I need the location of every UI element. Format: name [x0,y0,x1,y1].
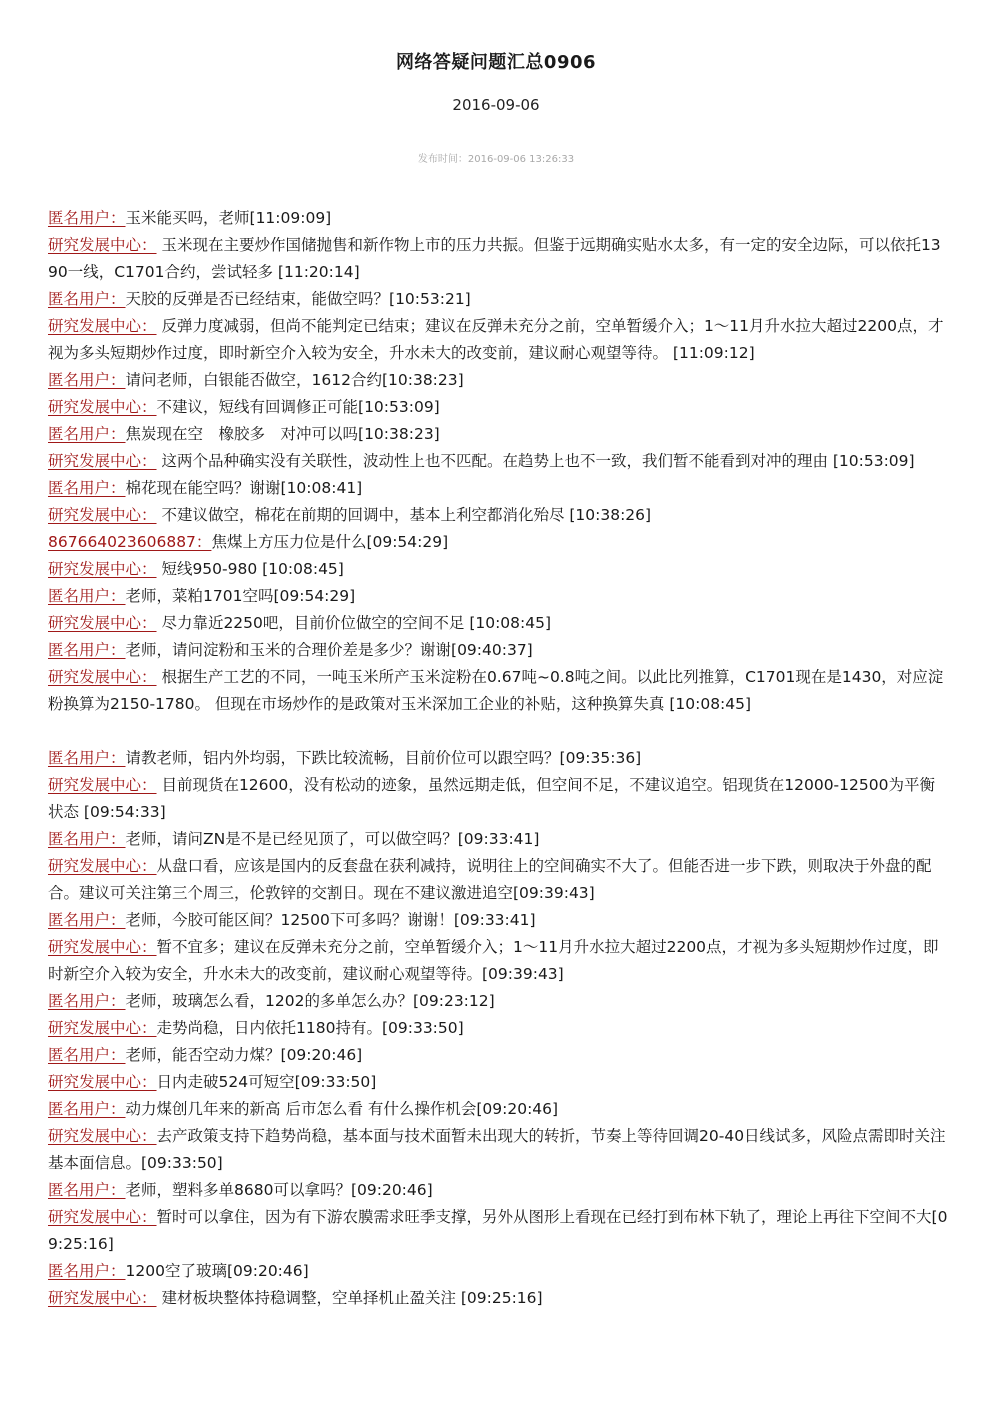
entry-text: 棉花现在能空吗？谢谢[10:08:41] [125,479,363,497]
speaker-link[interactable]: 研究发展中心： [48,1127,157,1145]
qa-list [48,205,948,1312]
entry-text: 不建议做空，棉花在前期的回调中，基本上利空都消化殆尽 [10:38:26] [156,506,652,524]
qa-entry [48,448,948,475]
entry-text: 玉米现在主要炒作国储抛售和新作物上市的压力共振。但鉴于远期确实贴水太多，有一定的安全边际，可以依托1390一线，C1701合约，尝试轻多 [11:20:14] [48,236,941,281]
entry-text: 目前现货在12600，没有松动的迹象，虽然远期走低，但空间不足，不建议追空。铝现货在12000-12500为平衡状态 [09:54:33] [48,776,935,821]
qa-entry [48,205,948,232]
speaker-link[interactable]: 研究发展中心： [48,614,157,632]
speaker-link[interactable]: 匿名用户： [48,371,126,389]
speaker-link[interactable]: 研究发展中心： [48,1073,157,1091]
speaker-link[interactable]: 86766402360688​7： [48,533,212,551]
entry-text: 短线950-980 [10:08:45] [156,560,344,578]
qa-entry [48,556,948,583]
qa-entry [48,529,948,556]
qa-entry [48,745,948,772]
publish-time: 发布时间：2016-09-06 13:26:33 [417,154,575,165]
speaker-link[interactable]: 研究发展中心： [48,398,157,416]
entry-text: 请问老师，白银能否做空，1612合约[10:38:23] [125,371,464,389]
speaker-link[interactable]: 匿名用户： [48,749,126,767]
qa-entry [48,286,948,313]
entry-text: 暂不宜多；建议在反弹未充分之前，空单暂缓介入；1～11月升水拉大超过2200点，才视为多头短期炒作过度，即时新空介入较为安全，升水未大的改变前，建议耐心观望等待。[09:39:43] [48,938,939,983]
entry-text: 去产政策支持下趋势尚稳，基本面与技术面暂未出现大的转折，节奏上等待回调20-40日线试多，风险点需即时关注基本面信息。[09:33:50] [48,1127,946,1172]
speaker-link[interactable]: 研究发展中心： [48,506,157,524]
qa-entry [48,1123,948,1177]
speaker-link[interactable]: 匿名用户： [48,1262,126,1280]
qa-entry [48,853,948,907]
page-title: 网络答疑问题汇总0906 [395,52,597,73]
qa-entry [48,637,948,664]
speaker-link[interactable]: 匿名用户： [48,1046,126,1064]
entry-text: 老师，能否空动力煤？[09:20:46] [125,1046,363,1064]
speaker-link[interactable]: 研究发展中心： [48,668,157,686]
qa-entry [48,610,948,637]
entry-text: 不建议，短线有回调修正可能[10:53:09] [156,398,440,416]
qa-entry [48,934,948,988]
speaker-link[interactable]: 匿名用户： [48,479,126,497]
entry-text: 焦炭现在空 橡胶多 对冲可以吗[10:38:23] [125,425,440,443]
entry-text: 动力煤创几年来的新高 后市怎么看 有什么操作机会[09:20:46] [125,1100,559,1118]
speaker-link[interactable]: 研究发展中心： [48,857,157,875]
qa-entry [48,1177,948,1204]
qa-entry [48,1258,948,1285]
entry-text: 焦煤上方压力位是什么[09:54:29] [211,533,449,551]
qa-entry [48,907,948,934]
qa-entry [48,232,948,286]
speaker-link[interactable]: 匿名用户： [48,830,126,848]
qa-entry [48,313,948,367]
qa-entry [48,1042,948,1069]
qa-entry [48,772,948,826]
document-date: 2016-09-06 [452,96,540,114]
entry-text: 尽力靠近2250吧，目前价位做空的空间不足 [10:08:45] [156,614,552,632]
entry-text: 反弹力度减弱，但尚不能判定已结束；建议在反弹未充分之前，空单暂缓介入；1～11月升水拉大超过2200点，才视为多头短期炒作过度，即时新空介入较为安全，升水未大的改变前，建议耐心观望等待。 [11:09:12] [48,317,944,362]
qa-entry [48,475,948,502]
entry-text: 老师，塑料多单8680可以拿吗？[09:20:46] [125,1181,433,1199]
speaker-link[interactable]: 研究发展中心： [48,1208,157,1226]
entry-text: 老师，请问淀粉和玉米的合理价差是多少？谢谢[09:40:37] [125,641,533,659]
entry-text: 老师，菜粕1701空吗[09:54:29] [125,587,356,605]
entry-text: 1200空了玻璃[09:20:46] [125,1262,309,1280]
speaker-link[interactable]: 匿名用户： [48,1181,126,1199]
entry-text: 玉米能买吗，老师[11:09:09] [125,209,332,227]
qa-entry [48,502,948,529]
qa-entry [48,367,948,394]
speaker-link[interactable]: 研究发展中心： [48,317,157,335]
entry-text: 从盘口看，应该是国内的反套盘在获利减持，说明往上的空间确实不大了。但能否进一步下跌，则取决于外盘的配合。建议可关注第三个周三，伦敦锌的交割日。现在不建议激进追空[09:39:43] [48,857,932,902]
speaker-link[interactable]: 研究发展中心： [48,560,157,578]
speaker-link[interactable]: 匿名用户： [48,992,126,1010]
qa-entry [48,1204,948,1258]
speaker-link[interactable]: 匿名用户： [48,587,126,605]
entry-text: 暂时可以拿住，因为有下游农膜需求旺季支撑，另外从图形上看现在已经打到布林下轨了，理论上再往下空间不大[09:25:16] [48,1208,948,1253]
entry-text: 根据生产工艺的不同，一吨玉米所产玉米淀粉在0.67吨~0.8吨之间。以此比列推算，C1701现在是1430，对应淀粉换算为2150-1780。 但现在市场炒作的是政策对玉米深加工企业的补贴，这种换算失真 [10:08:45] [48,668,944,713]
speaker-link[interactable]: 匿名用户： [48,209,126,227]
qa-entry [48,1285,948,1312]
qa-entry [48,394,948,421]
entry-text: 走势尚稳，日内依托1180持有。[09:33:50] [156,1019,464,1037]
speaker-link[interactable]: 匿名用户： [48,425,126,443]
blank-line [48,718,948,745]
entry-text: 请教老师，铝内外均弱，下跌比较流畅，目前价位可以跟空吗？[09:35:36] [125,749,642,767]
qa-entry [48,583,948,610]
entry-text: 日内走破524可短空[09:33:50] [156,1073,377,1091]
entry-text: 这两个品种确实没有关联性，波动性上也不匹配。在趋势上也不一致，我们暂不能看到对冲的理由 [10:53:09] [156,452,915,470]
qa-entry [48,826,948,853]
speaker-link[interactable]: 研究发展中心： [48,236,157,254]
qa-entry [48,1015,948,1042]
entry-text: 天胶的反弹是否已经结束，能做空吗？[10:53:21] [125,290,471,308]
speaker-link[interactable]: 研究发展中心： [48,1289,157,1307]
speaker-link[interactable]: 研究发展中心： [48,776,157,794]
qa-entry [48,1069,948,1096]
speaker-link[interactable]: 匿名用户： [48,1100,126,1118]
qa-entry [48,1096,948,1123]
speaker-link[interactable]: 匿名用户： [48,290,126,308]
entry-text: 老师，请问ZN是不是已经见顶了，可以做空吗？[09:33:41] [125,830,540,848]
speaker-link[interactable]: 研究发展中心： [48,938,157,956]
qa-entry [48,988,948,1015]
entry-text: 老师，玻璃怎么看，1202的多单怎么办？[09:23:12] [125,992,495,1010]
entry-text: 老师，今胶可能区间？12500下可多吗？谢谢！[09:33:41] [125,911,536,929]
qa-entry [48,664,948,718]
speaker-link[interactable]: 研究发展中心： [48,452,157,470]
speaker-link[interactable]: 匿名用户： [48,911,126,929]
speaker-link[interactable]: 研究发展中心： [48,1019,157,1037]
entry-text: 建材板块整体持稳调整，空单择机止盈关注 [09:25:16] [156,1289,543,1307]
speaker-link[interactable]: 匿名用户： [48,641,126,659]
qa-entry [48,421,948,448]
